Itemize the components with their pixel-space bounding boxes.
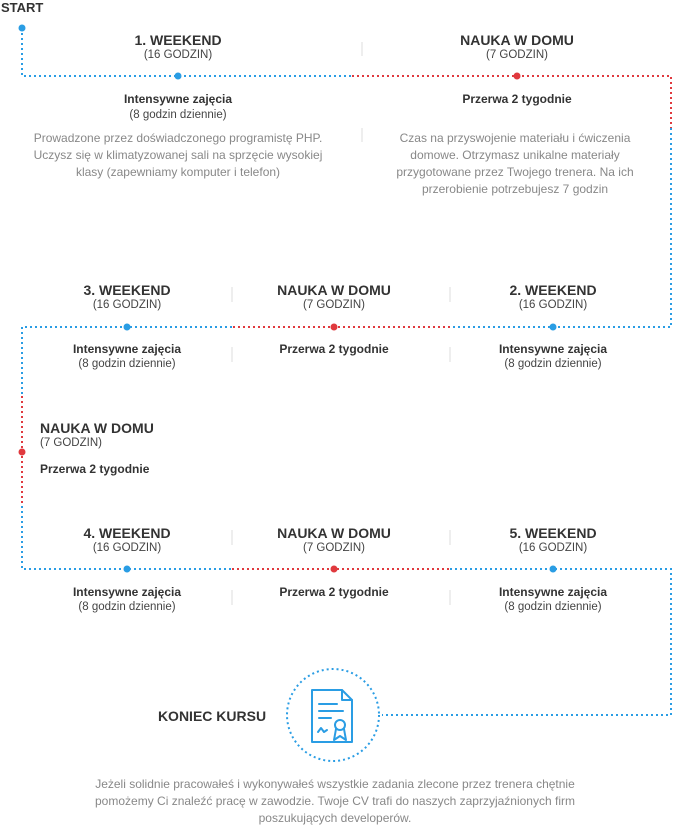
- weekend-2-info: Intensywne zajęcia: [498, 342, 608, 356]
- home-3-title: NAUKA W DOMU: [40, 420, 154, 436]
- start-label: START: [1, 0, 44, 15]
- dot-weekend-2: [550, 324, 557, 331]
- home-4-info: Przerwa 2 tygodnie: [279, 585, 389, 599]
- weekend-4-hours: (16 GODZIN): [92, 542, 162, 554]
- end-title: KONIEC KURSU: [157, 708, 267, 724]
- home-1-hours: (7 GODZIN): [486, 49, 548, 61]
- weekend-2-info-sub: (8 godzin dziennie): [504, 358, 602, 370]
- end-description: Jeżeli solidnie pracowałeś i wykonywałeś wszystkie zadania zlecone przez trenera chętnie pomożemy Ci znaleźć pracę w zawodzie. Twoje CV trafi do naszych zaprzyjaźnionych firm poszukujących developerów.: [95, 777, 575, 825]
- home-2-title: NAUKA W DOMU: [277, 282, 391, 298]
- certificate-icon: [312, 690, 352, 742]
- dot-weekend-3: [124, 324, 131, 331]
- weekend-5-title: 5. WEEKEND: [509, 525, 597, 541]
- home-1-title: NAUKA W DOMU: [460, 32, 574, 48]
- home-3-info: Przerwa 2 tygodnie: [40, 462, 150, 476]
- dot-home-1: [514, 73, 521, 80]
- dot-home-2: [331, 324, 338, 331]
- weekend-2-hours: (16 GODZIN): [518, 299, 588, 311]
- dot-weekend-4: [124, 566, 131, 573]
- weekend-5-info-sub: (8 godzin dziennie): [504, 601, 602, 613]
- weekend-2-title: 2. WEEKEND: [509, 282, 597, 298]
- weekend-5-hours: (16 GODZIN): [518, 542, 588, 554]
- weekend-4-info: Intensywne zajęcia: [72, 585, 182, 599]
- home-2-info: Przerwa 2 tygodnie: [279, 342, 389, 356]
- weekend-4-info-sub: (8 godzin dziennie): [78, 601, 176, 613]
- dot-home-3: [19, 449, 26, 456]
- home-4-title: NAUKA W DOMU: [277, 525, 391, 541]
- start-dot: [19, 25, 26, 32]
- dot-home-4: [331, 566, 338, 573]
- weekend-1-info-sub: (8 godzin dziennie): [129, 109, 227, 121]
- home-4-hours: (7 GODZIN): [303, 542, 365, 554]
- weekend-1-description: Prowadzone przez doświadczonego programistę PHP. Uczysz się w klimatyzowanej sali na sprzęcie wysokiej klasy (zapewniamy komputer i telefon): [33, 131, 323, 179]
- weekend-4-title: 4. WEEKEND: [83, 525, 171, 541]
- weekend-3-info: Intensywne zajęcia: [72, 342, 182, 356]
- home-2-hours: (7 GODZIN): [303, 299, 365, 311]
- home-1-description: Czas na przyswojenie materiału i ćwiczenia domowe. Otrzymasz unikalne materiały przygotowane przez Twojego trenera. Na ich przerobienie potrzebujesz 7 godzin: [396, 131, 634, 196]
- weekend-3-title: 3. WEEKEND: [83, 282, 171, 298]
- home-3-hours: (7 GODZIN): [40, 437, 102, 449]
- weekend-5-info: Intensywne zajęcia: [498, 585, 608, 599]
- weekend-1-hours: (16 GODZIN): [143, 49, 213, 61]
- home-1-info: Przerwa 2 tygodnie: [462, 92, 572, 106]
- weekend-3-hours: (16 GODZIN): [92, 299, 162, 311]
- weekend-3-info-sub: (8 godzin dziennie): [78, 358, 176, 370]
- dot-weekend-5: [550, 566, 557, 573]
- dot-weekend-1: [175, 73, 182, 80]
- weekend-1-title: 1. WEEKEND: [134, 32, 222, 48]
- weekend-1-info: Intensywne zajęcia: [123, 92, 233, 106]
